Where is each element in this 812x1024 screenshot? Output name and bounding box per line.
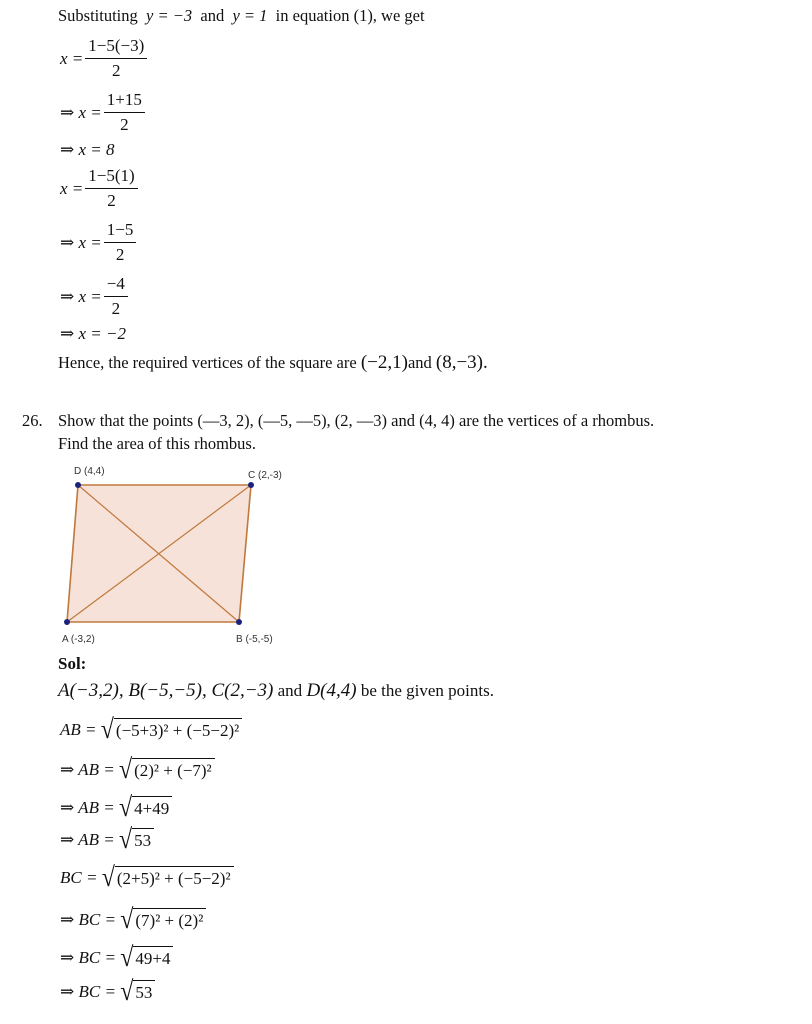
step-x-4 [60,166,140,211]
sqrt-icon: √ [120,905,134,935]
step-prefix: ⇒ x = 8 [60,140,115,159]
sqrt-icon: √ [100,715,114,745]
radical [120,977,155,1007]
radicand: (2)² + (−7)² [132,758,215,782]
step-prefix: ⇒ x = [60,232,102,252]
bc-lhs: BC = [60,868,98,887]
radicand: (7)² + (2)² [133,908,206,932]
denominator: 2 [112,61,121,80]
step-x-1 [60,36,149,81]
ab-step-2 [60,755,215,785]
radical [120,905,206,935]
sqrt-icon: √ [118,793,133,823]
denominator: 2 [111,299,121,318]
step-x-3 [60,140,115,160]
label-c: C (2,-3) [248,470,282,481]
fraction [85,166,137,211]
intro-text: Substituting [58,6,138,25]
sol-heading: Sol: [58,654,87,673]
denominator: 2 [120,115,129,134]
step-prefix: ⇒ x = [60,102,102,122]
bc-lhs: ⇒ BC = [60,910,116,929]
vertex-1: (−2,1) [360,352,408,373]
intro-and: and [200,6,225,25]
bc-lhs: ⇒ BC = [60,948,116,967]
ab-lhs: ⇒ AB = [60,830,115,849]
bc-lhs: ⇒ BC = [60,982,116,1001]
radical [118,793,172,823]
ab-step-3 [60,793,172,823]
conclusion-and: and [407,353,432,372]
rhombus-figure [58,462,318,650]
point-b [236,619,242,625]
vertex-2: (8,−3). [435,352,488,373]
intro-y2: y = 1 [232,6,268,25]
intro-end: in equation (1), we get [275,6,425,25]
numerator: 1−5 [104,220,137,243]
fraction [104,220,137,265]
fraction [104,90,145,135]
sqrt-icon: √ [120,943,134,973]
point-a [64,619,70,625]
radicand: 53 [133,980,155,1004]
intro-line [58,6,425,26]
step-prefix: ⇒ x = [60,286,102,306]
bc-step-2 [60,905,206,935]
radical [100,715,242,745]
step-x-5 [60,220,138,265]
ab-lhs: ⇒ AB = [60,760,115,779]
sqrt-icon: √ [118,755,133,785]
numerator: 1−5(−3) [85,36,147,59]
numerator: −4 [104,274,128,297]
conclusion-line [58,352,488,374]
radicand: 53 [132,828,154,852]
given-d: D(4,4) [306,680,357,701]
intro-y1: y = −3 [146,6,193,25]
radicand: 4+49 [132,796,172,820]
denominator: 2 [115,245,125,264]
radicand: 49+4 [133,946,173,970]
sqrt-icon: √ [101,863,115,893]
ab-step-1 [60,715,242,745]
label-a: A (-3,2) [62,634,95,645]
conclusion-text: Hence, the required vertices of the square are [58,353,357,372]
step-prefix: x = [60,48,84,68]
given-end: be the given points. [360,681,494,700]
sqrt-icon: √ [120,977,134,1007]
step-prefix: x = [60,178,84,198]
question-number: 26. [22,411,43,430]
step-x-6 [60,274,130,319]
point-d [75,482,81,488]
bc-step-3 [60,943,173,973]
point-c [248,482,254,488]
step-x-7 [60,324,126,344]
fraction [104,274,128,319]
ab-lhs: ⇒ AB = [60,798,115,817]
step-prefix: ⇒ x = −2 [60,324,126,343]
fraction [85,36,147,81]
radical [101,863,234,893]
label-d: D (4,4) [74,466,105,477]
step-x-2 [60,90,147,135]
bc-step-1 [60,863,234,893]
radicand: (2+5)² + (−5−2)² [115,866,234,890]
radical [118,755,215,785]
sqrt-icon: √ [118,825,133,855]
question-line-1: Show that the points (—3, 2), (—5, —5), (2, —3) and (4, 4) are the vertices of a rhombus. [58,411,655,430]
given-points: A(−3,2), B(−5,−5), C(2,−3) [58,680,274,701]
radicand: (−5+3)² + (−5−2)² [114,718,242,742]
radical [118,825,154,855]
denominator: 2 [107,191,116,210]
bc-step-4 [60,977,155,1007]
ab-lhs: AB = [60,720,97,739]
given-points-line [58,680,494,702]
ab-step-4 [60,825,154,855]
given-and: and [277,681,303,700]
numerator: 1−5(1) [85,166,137,189]
numerator: 1+15 [104,90,145,113]
radical [120,943,173,973]
label-b: B (-5,-5) [236,634,273,645]
question-line-2: Find the area of this rhombus. [58,434,256,453]
